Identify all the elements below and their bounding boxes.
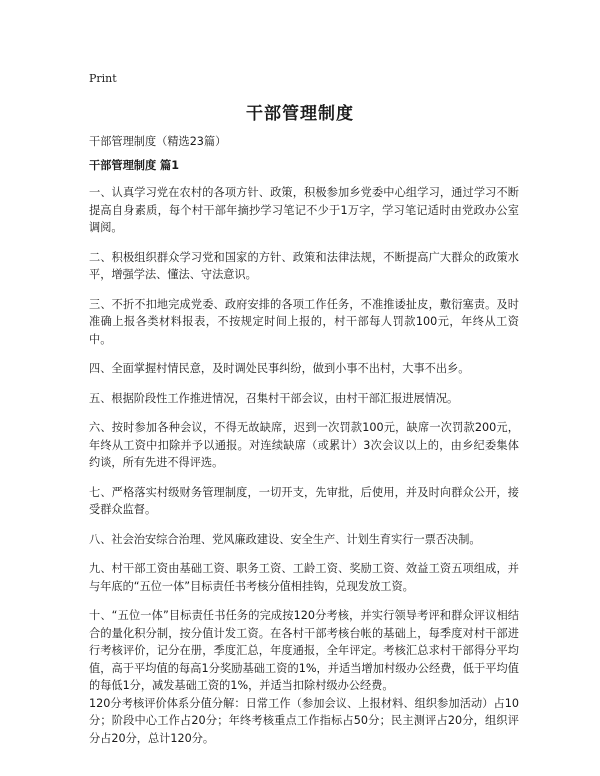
document-body bbox=[89, 133, 519, 759]
paragraph-10-line: 120分考核评价体系分值分解：日常工作（参加会议、上报材料、组织参加活动）占10分；阶段中心工作占20分；年终考核重点工作指标占50分；民主测评占20分，组织评分占20分，总计120分。 bbox=[89, 696, 519, 745]
paragraph-2: 二、积极组织群众学习党和国家的方针、政策和法律法规，不断提高广大群众的政策水平，增强学法、懂法、守法意识。 bbox=[89, 250, 519, 281]
paragraph-10 bbox=[89, 607, 519, 747]
section-heading: 干部管理制度 篇1 bbox=[89, 158, 179, 172]
paragraph-4: 四、全面掌握村情民意，及时调处民事纠纷，做到小事不出村，大事不出乡。 bbox=[89, 362, 470, 375]
paragraph-8: 八、社会治安综合治理、党风廉政建设、安全生产、计划生育实行一票否决制。 bbox=[89, 532, 481, 546]
document-title: 干部管理制度 bbox=[246, 104, 354, 124]
paragraph-6: 六、按时参加各种会议，不得无故缺席，迟到一次罚款100元，缺席一次罚款200元，年终从工资中扣除并予以通报。对连续缺席（或累计）3次会议以上的，由乡纪委集体约谈，所有先进不得评选。 bbox=[89, 421, 519, 469]
paragraph-1: 一、认真学习党在农村的各项方针、政策，积极参加乡党委中心组学习，通过学习不断提高自身素质，每个村干部年摘抄学习笔记不少于1万字，学习笔记适时由党政办公室调阅。 bbox=[89, 186, 519, 234]
paragraph-3: 三、不折不扣地完成党委、政府安排的各项工作任务，不准推诿扯皮，敷衍塞责。及时准确上报各类材料报表，不按规定时间上报的，村干部每人罚款100元，年终从工资中。 bbox=[89, 297, 519, 346]
print-link[interactable]: Print bbox=[89, 72, 117, 85]
paragraph-7: 七、严格落实村级财务管理制度，一切开支，先审批，后使用，并及时向群众公开，接受群众监督。 bbox=[89, 485, 519, 516]
paragraph-5: 五、根据阶段性工作推进情况，召集村干部会议，由村干部汇报进展情况。 bbox=[89, 391, 459, 405]
document-subtitle: 干部管理制度（精选23篇） bbox=[89, 135, 227, 148]
paragraph-9: 九、村干部工资由基础工资、职务工资、工龄工资、奖励工资、效益工资五项组成，并与年底的“五位一体”目标责任书考核分值相挂钩，兑现发放工资。 bbox=[89, 562, 519, 593]
paragraph-10-line: 十、“五位一体”目标责任书任务的完成按120分考核，并实行领导考评和群众评议相结合的量化积分制，按分值计发工资。在各村干部考核台帐的基础上，每季度对村干部进行考核评价，记分在册，季度汇总，年度通报，全年评定。考核汇总求村干部得分平均值，高于平均值的每高1分奖励基础工资的1%，并适当增加村级办公经费，低于平均值的每低1分，减发基础工资的1%，并适当扣除村级办公经费。 bbox=[89, 609, 519, 692]
